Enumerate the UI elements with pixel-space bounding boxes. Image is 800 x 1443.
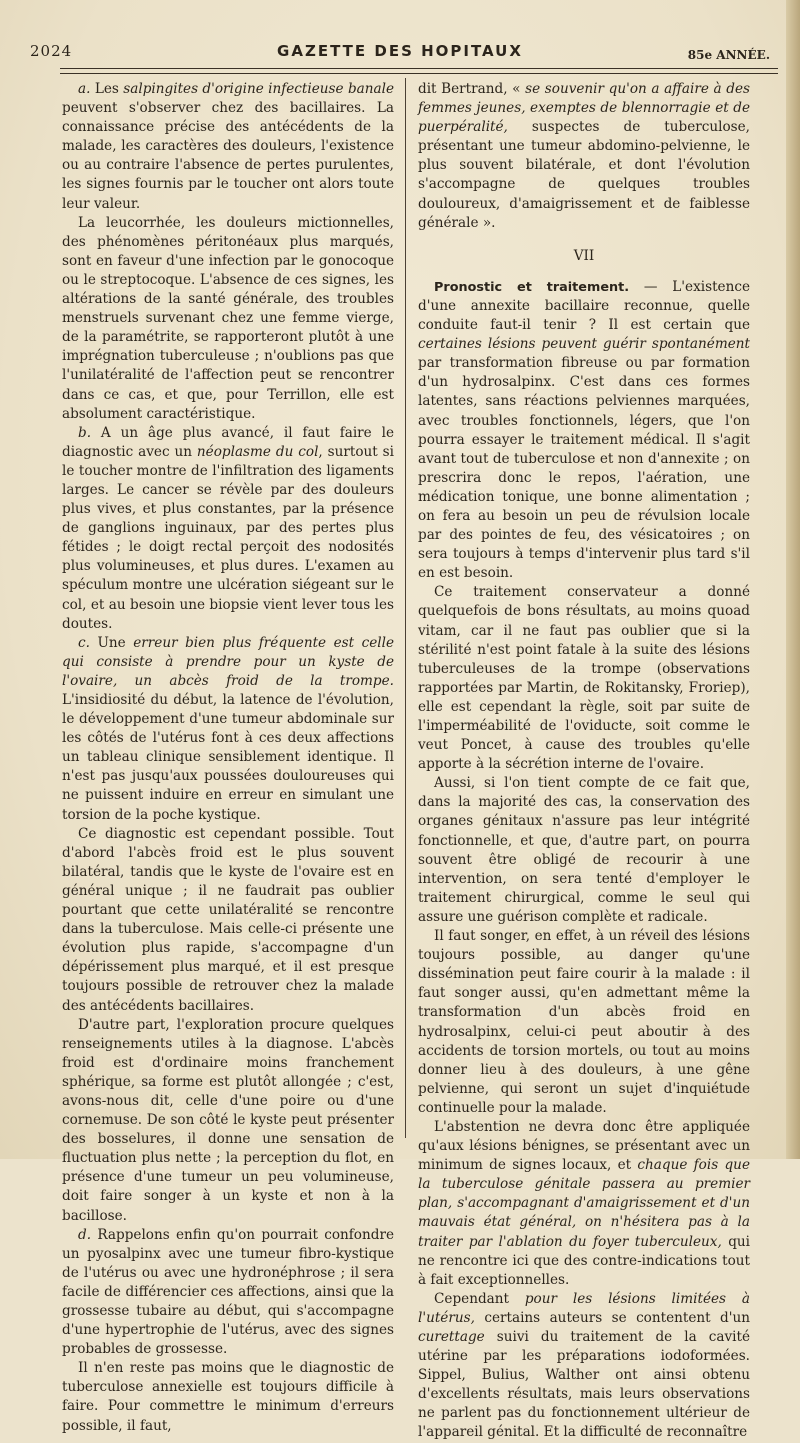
paragraph: Ce diagnostic est cependant possible. Tout d'abord l'abcès froid est le plus souvent bilatéral, tandis que le kyste de l'ovaire est en général unique ; il ne faudrait pas oublier pourtant que cette unilatéralité se rencontre dans la tuberculose. Mais celle-ci présente une évolution plus rapide, s'accompagne d'un dépérissement plus marqué, et il est presque toujours possible de retrouver chez la malade des antécédents bacillaires. xyxy=(62,825,394,1014)
paragraph: Il faut songer, en effet, à un réveil des lésions toujours possible, au danger qu'une dissémination peut faire courir à la malade : il faut songer aussi, qu'en admettant même la transformation d'un abcès froid en hydrosalpinx, celui-ci peut aboutir à des accidents de torsion mortels, ou tout au moins donner lieu à des douleurs, à une gêne pelvienne, qui seront un sujet d'inquiétude continuelle pour la malade. xyxy=(418,928,750,1116)
paragraph-continued: dit Bertrand, « se souvenir qu'on a affaire à des femmes jeunes, exemptes de blennorragie et de puerpéralité, suspectes de tuberculose, présentant une tumeur abdomino-pelvienne, le plus souvent bilatérale, et dont l'évolution s'accompagne de quelques troubles douloureux, d'amaigrissement et de faiblesse générale ». xyxy=(418,81,750,231)
header-rule xyxy=(60,68,778,69)
paragraph: Ce traitement conservateur a donné quelquefois de bons résultats, au moins quoad vitam, car il ne faut pas oublier que si la stérilité n'est point fatale à la suite des lésions tuberculeuses de la trompe (observations rapportées par Martin, de Rokitansky, Froriep), elle est cependant la règle, soit par suite de l'imperméabilité de l'oviducte, soit comme le veut Poncet, à cause des troubles qu'elle apporte à la sécrétion interne de l'ovaire. xyxy=(418,584,750,773)
paragraph: La leucorrhée, les douleurs mictionnelles, des phénomènes péritonéaux plus marqués, sont en faveur d'une infection par le gonocoque ou le streptocoque. L'absence de ces signes, les altérations de la santé générale, des troubles menstruels survenant chez une femme vierge, de la paramétrite, se rapporteront plutôt à une imprégnation tuberculeuse ; n'oublions pas que l'unilatéralité de l'affection peut se rencontrer dans ce cas, et que, pour Terrillon, elle est absolument caractéristique. xyxy=(62,214,394,422)
paragraph: b. A un âge plus avancé, il faut faire le diagnostic avec un néoplasme du col, surtout si le toucher montre de l'infiltration des ligaments larges. Le cancer se révèle par des douleurs plus vives, et plus constantes, par la présence de ganglions inguinaux, par des pertes plus fétides ; le doigt rectal perçoit des nodosités plus volumineuses, et plus dures. L'examen au spéculum montre une ulcération siégeant sur le col, et au besoin une biopsie vient lever tous les doutes. xyxy=(62,424,394,632)
volume-year: 85e ANNÉE. xyxy=(687,48,770,62)
paragraph: c. Une erreur bien plus fréquente est celle qui consiste à prendre pour un kyste de l'ovaire, un abcès froid de la trompe. L'insidiosité du début, la latence de l'évolution, le développement d'une tumeur abdominale sur les côtés de l'utérus font à ces deux affections un tableau clinique sensiblement identique. Il n'est pas jusqu'aux poussées douloureuses qui ne puissent induire en erreur en simulant une torsion de la poche kystique. xyxy=(62,634,394,823)
paragraph: a. Les salpingites d'origine infectieuse banale peuvent s'observer chez des bacillaires. La connaissance précise des antécédents de la malade, les caractères des douleurs, l'existence ou au contraire l'absence de pertes purulentes, les signes fournis par le toucher ont alors toute leur valeur. xyxy=(62,81,394,212)
paragraph: Pronostic et traitement. — L'existence d'une annexite bacillaire reconnue, quelle conduite faut-il tenir ? Il est certain que certaines lésions peuvent guérir spontanément par transformation fibreuse ou par formation d'un hydrosalpinx. C'est dans ces formes latentes, sans réactions pelviennes marquées, avec troubles fonctionnels, légers, que l'on pourra essayer le traitement médical. Il s'agit avant tout de tuberculose et non d'annexite ; on prescrira donc le repos, l'aération, une médication tonique, une bonne alimentation ; on fera au besoin un peu de révulsion locale par des pointes de feu, des vésicatoires ; on sera toujours à temps d'intervenir plus tard s'il en est besoin. xyxy=(418,278,750,582)
page-number: 2024 xyxy=(30,42,73,60)
paragraph: Il n'en reste pas moins que le diagnostic de tuberculose annexielle est toujours difficile à faire. Pour commettre le minimum d'erreurs possible, il faut, xyxy=(62,1360,394,1434)
page-binding-edge xyxy=(786,0,800,1159)
paragraph: Aussi, si l'on tient compte de ce fait que, dans la majorité des cas, la conservation des organes génitaux n'assure pas leur intégrité fonctionnelle, et que, d'autre part, on pourra souvent être obligé de recourir à une intervention, on sera tenté d'employer le traitement chirurgical, comme le seul qui assure une guérison complète et radicale. xyxy=(418,775,750,925)
journal-title: GAZETTE DES HOPITAUX xyxy=(277,42,523,60)
paragraph: d. Rappelons enfin qu'on pourrait confondre un pyosalpinx avec une tumeur fibro-kystique de l'utérus ou avec une hydronéphrose ; il sera facile de différencier ces affections, ainsi que la grossesse tubaire au début, qui s'accompagne d'une hypertrophie de l'utérus, avec des signes probables de grossesse. xyxy=(62,1226,394,1358)
section-heading: Pronostic et traitement. xyxy=(434,279,630,295)
header-rule-thin xyxy=(60,73,778,74)
left-column xyxy=(62,80,394,1436)
section-number: VII xyxy=(573,247,595,264)
column-divider xyxy=(405,78,406,1138)
right-column xyxy=(418,80,750,1443)
page-header xyxy=(30,38,770,68)
paragraph: L'abstention ne devra donc être appliquée qu'aux lésions bénignes, se présentant avec un minimum de signes locaux, et chaque fois que la tuberculose génitale passera au premier plan, s'accompagnant d'amaigrissement et d'un mauvais état général, on n'hésitera pas à la traiter par l'ablation du foyer tuberculeux, qui ne rencontre ici que des contre-indications tout à fait exceptionnelles. xyxy=(418,1118,750,1288)
paragraph: Cependant pour les lésions limitées à l'utérus, certains auteurs se contentent d'un curettage suivi du traitement de la cavité utérine par les préparations iodoformées. Sippel, Bulius, Walther ont ainsi obtenu d'excellents résultats, mais leurs observations ne parlent pas du fonctionnement ultérieur de l'appareil génital. Et la difficulté de reconnaître xyxy=(418,1290,750,1441)
paragraph: D'autre part, l'exploration procure quelques renseignements utiles à la diagnose. L'abcès froid est d'ordinaire moins franchement sphérique, sa forme est plutôt allongée ; c'est, avons-nous dit, celle d'une poire ou d'une cornemuse. De son côté le kyste peut présenter des bosselures, il donne une sensation de fluctuation plus nette ; la perception du flot, en présence d'une tumeur un peu volumineuse, doit faire songer à un kyste et non à la bacillose. xyxy=(62,1016,394,1224)
